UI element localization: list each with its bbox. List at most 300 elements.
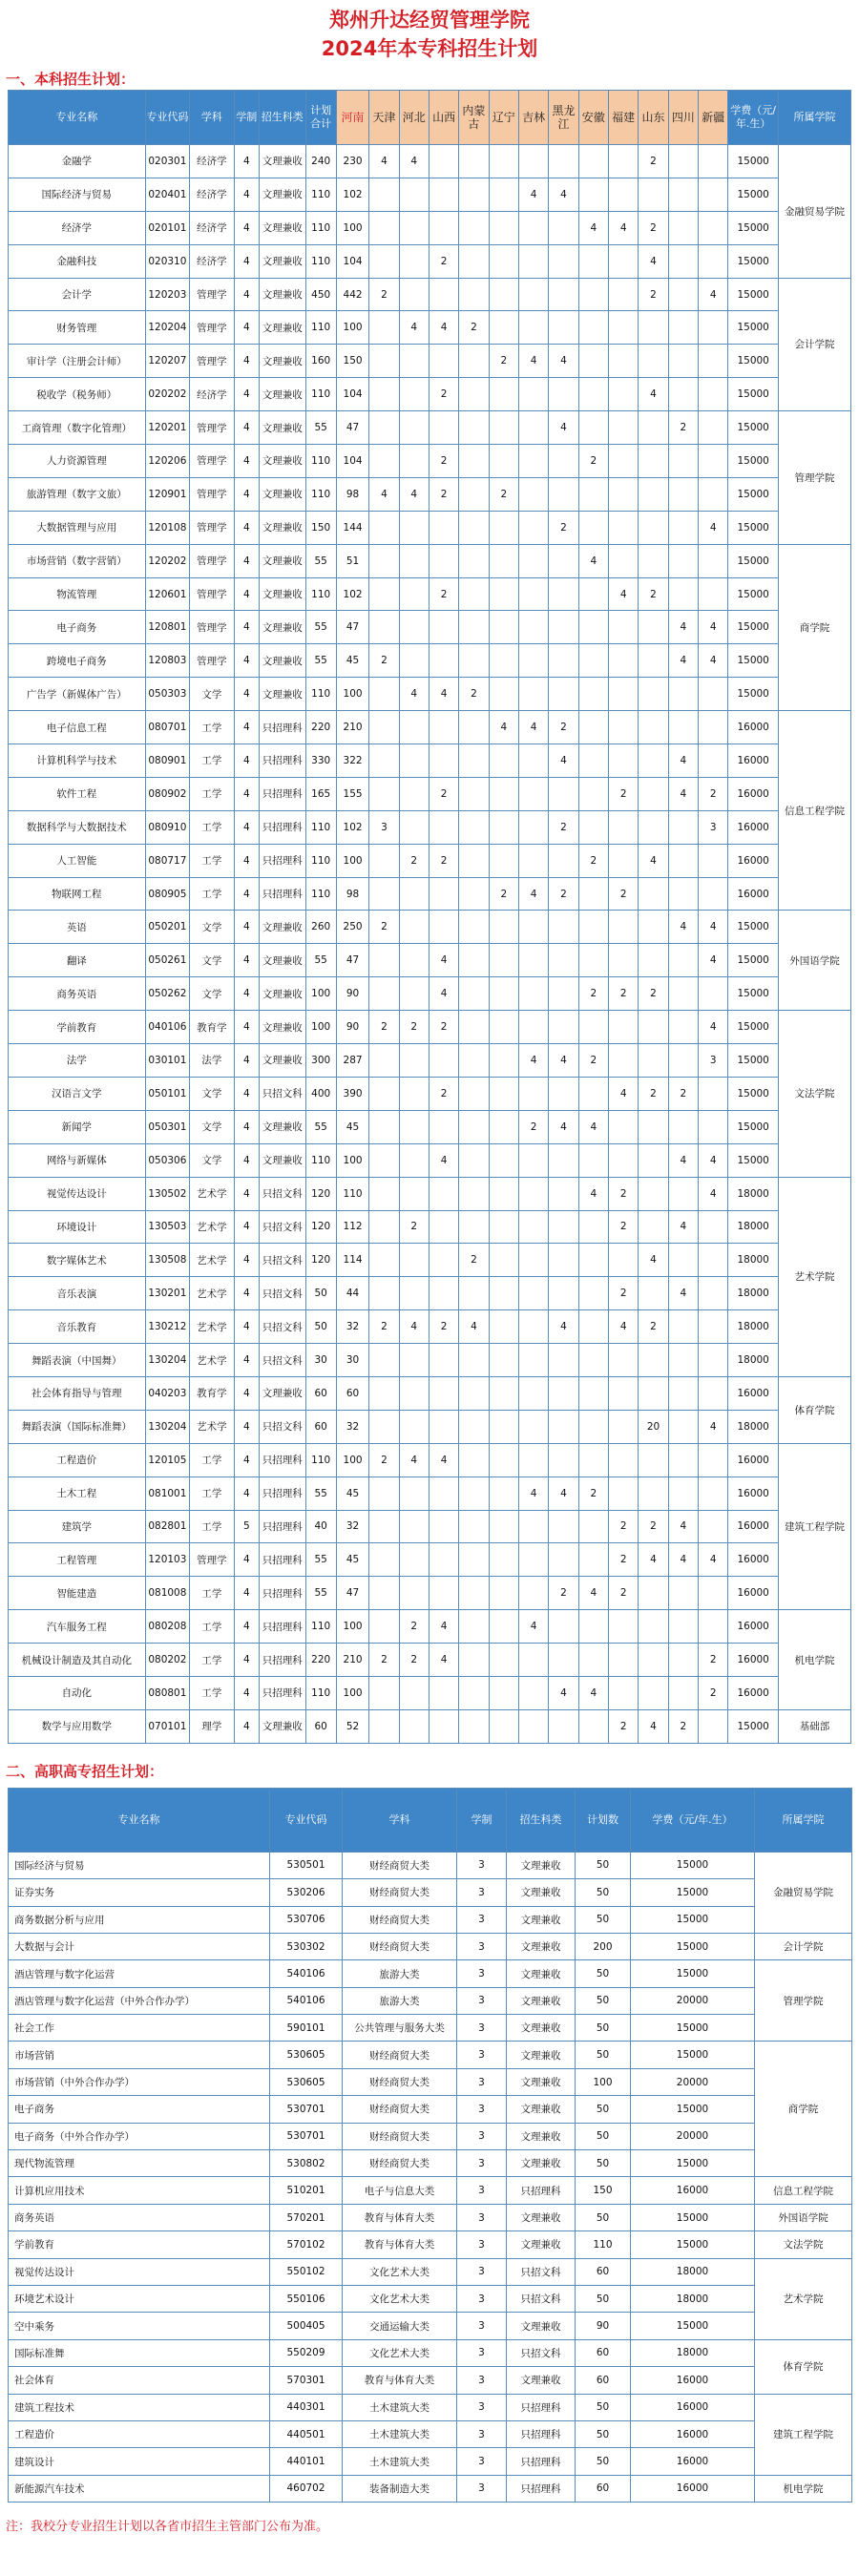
table-row [9, 1344, 851, 1377]
major-name: 物联网工程 [9, 877, 146, 911]
table-cell [518, 1543, 548, 1577]
table-cell: 16000 [631, 2394, 755, 2420]
college-cell: 外国语学院 [755, 2204, 852, 2230]
table-cell: 4 [639, 1709, 668, 1743]
table-cell: 只招理科 [259, 877, 305, 911]
table-cell: 3 [457, 2015, 507, 2042]
table-cell [578, 711, 608, 744]
table-cell [399, 1510, 429, 1543]
table-cell: 管理学 [190, 345, 235, 378]
table-cell [549, 844, 578, 877]
table-cell: 50 [576, 2394, 631, 2420]
major-name: 物流管理 [9, 577, 146, 611]
major-name: 工程造价 [9, 1443, 146, 1476]
table-cell: 3 [457, 2068, 507, 2095]
table-row [9, 1077, 851, 1110]
table-cell [489, 544, 518, 577]
table-cell: 16000 [728, 1610, 779, 1644]
table-cell [489, 378, 518, 411]
table-cell: 经济学 [190, 178, 235, 211]
table-cell: 110 [305, 477, 336, 511]
table-cell: 30 [305, 1344, 336, 1377]
table-cell: 570201 [270, 2204, 343, 2230]
column-header: 招生科类 [259, 91, 305, 145]
table-cell [459, 1143, 489, 1177]
table-cell: 4 [234, 944, 259, 977]
table-cell: 55 [305, 1543, 336, 1577]
table-cell: 18000 [631, 2258, 755, 2285]
table-cell: 2 [429, 1310, 458, 1344]
table-cell: 3 [457, 1960, 507, 1987]
table-cell: 文理兼收 [259, 244, 305, 278]
table-cell: 管理学 [190, 411, 235, 445]
table-cell [399, 911, 429, 944]
table-cell [699, 744, 728, 778]
table-cell [668, 1644, 698, 1677]
table-cell [639, 544, 668, 577]
table-cell [399, 1044, 429, 1078]
table-cell: 4 [578, 1110, 608, 1143]
table-cell: 4 [549, 1110, 578, 1143]
table-cell: 艺术学 [190, 1310, 235, 1344]
column-header: 学科 [343, 1788, 457, 1852]
table-cell [699, 145, 728, 178]
table-cell: 530706 [270, 1906, 343, 1933]
column-header: 吉林 [518, 91, 548, 145]
table-cell: 公共管理与服务大类 [343, 2015, 457, 2042]
table-cell: 2 [549, 810, 578, 844]
table-cell [668, 1177, 698, 1210]
table-cell: 2 [429, 777, 458, 810]
table-cell [518, 145, 548, 178]
table-cell: 45 [336, 1543, 368, 1577]
table-cell: 210 [336, 711, 368, 744]
table-cell: 4 [608, 211, 638, 244]
table-cell: 020101 [145, 211, 190, 244]
table-cell: 旅游大类 [343, 1960, 457, 1987]
table-cell: 4 [234, 1277, 259, 1310]
table-cell: 45 [336, 1110, 368, 1143]
table-cell [399, 1676, 429, 1709]
table-row [9, 1852, 852, 1878]
table-cell [399, 1577, 429, 1610]
table-cell: 4 [699, 1177, 728, 1210]
table-cell: 110 [305, 678, 336, 711]
table-cell [608, 844, 638, 877]
table-cell [489, 1577, 518, 1610]
table-cell: 文理兼收 [259, 477, 305, 511]
table-cell [429, 1177, 458, 1210]
table-cell: 110 [305, 1610, 336, 1644]
table-cell [578, 1244, 608, 1277]
table-cell: 50 [576, 1987, 631, 2014]
table-cell: 4 [578, 1577, 608, 1610]
table-cell [639, 1443, 668, 1476]
table-cell [369, 1577, 399, 1610]
college-cell: 管理学院 [778, 411, 850, 545]
major-name: 工商管理（数字化管理） [9, 411, 146, 445]
table-cell: 2 [429, 577, 458, 611]
college-cell: 艺术学院 [778, 1177, 850, 1376]
table-cell [668, 1310, 698, 1344]
table-cell: 工学 [190, 1644, 235, 1677]
table-cell [429, 1577, 458, 1610]
table-cell: 540106 [270, 1960, 343, 1987]
table-row [9, 810, 851, 844]
table-cell [578, 1210, 608, 1244]
table-cell [459, 1344, 489, 1377]
table-cell: 50 [576, 2015, 631, 2042]
college-cell: 艺术学院 [755, 2258, 852, 2339]
table-cell [668, 678, 698, 711]
table-cell [668, 711, 698, 744]
table-cell: 4 [668, 1210, 698, 1244]
table-cell: 18000 [728, 1277, 779, 1310]
table-cell [608, 1143, 638, 1177]
table-cell: 144 [336, 511, 368, 544]
table-cell [699, 1210, 728, 1244]
table-cell [699, 244, 728, 278]
table-cell [639, 711, 668, 744]
major-name: 现代物流管理 [9, 2150, 270, 2177]
column-header: 专业名称 [9, 91, 146, 145]
column-header: 学费（元/年.生） [728, 91, 779, 145]
table-cell: 4 [234, 1110, 259, 1143]
table-cell [639, 1143, 668, 1177]
table-header-row [9, 1788, 852, 1852]
column-header: 河南 [336, 91, 368, 145]
table-cell [699, 378, 728, 411]
table-cell [489, 145, 518, 178]
table-cell: 230 [336, 145, 368, 178]
table-cell [489, 1110, 518, 1143]
table-cell: 100 [305, 1011, 336, 1044]
table-cell: 经济学 [190, 145, 235, 178]
table-cell: 110 [305, 877, 336, 911]
table-cell [489, 1709, 518, 1743]
table-cell: 60 [336, 1376, 368, 1410]
table-cell [369, 844, 399, 877]
table-cell: 只招文科 [259, 1410, 305, 1443]
major-name: 视觉传达设计 [9, 1177, 146, 1210]
table-cell [369, 345, 399, 378]
table-cell [549, 1011, 578, 1044]
table-cell: 100 [336, 1443, 368, 1476]
table-row [9, 911, 851, 944]
table-cell: 管理学 [190, 577, 235, 611]
table-cell: 财经商贸大类 [343, 1852, 457, 1878]
college-cell: 机电学院 [755, 2475, 852, 2502]
table-cell: 18000 [728, 1310, 779, 1344]
table-cell: 15000 [728, 1077, 779, 1110]
table-cell: 55 [305, 544, 336, 577]
table-cell: 工学 [190, 1510, 235, 1543]
table-cell: 080910 [145, 810, 190, 844]
table-cell: 经济学 [190, 378, 235, 411]
table-cell: 18000 [728, 1210, 779, 1244]
table-cell: 30 [336, 1344, 368, 1377]
table-cell [518, 944, 548, 977]
table-cell: 98 [336, 477, 368, 511]
table-cell [549, 577, 578, 611]
table-cell: 2 [608, 777, 638, 810]
column-header: 黑龙江 [549, 91, 578, 145]
table-cell [549, 611, 578, 644]
major-name: 酒店管理与数字化运营 [9, 1960, 270, 1987]
table-cell: 4 [429, 977, 458, 1011]
table-cell [549, 311, 578, 345]
table-cell [608, 544, 638, 577]
table-cell: 文理兼收 [507, 2367, 576, 2394]
table-cell [699, 1310, 728, 1344]
table-cell: 4 [399, 145, 429, 178]
section-vocational-title: 二、高职高专招生计划： [6, 1762, 164, 1780]
table-row [9, 711, 851, 744]
table-cell [578, 810, 608, 844]
table-cell: 4 [234, 1543, 259, 1577]
table-cell: 4 [234, 445, 259, 478]
table-cell: 只招文科 [259, 1210, 305, 1244]
table-cell: 51 [336, 544, 368, 577]
table-cell: 50 [576, 1852, 631, 1878]
table-cell: 4 [639, 1244, 668, 1277]
table-cell [578, 178, 608, 211]
table-cell [459, 477, 489, 511]
table-cell: 20 [639, 1410, 668, 1443]
table-cell: 艺术学 [190, 1410, 235, 1443]
table-cell: 3 [457, 1933, 507, 1959]
table-cell: 4 [234, 977, 259, 1011]
table-cell: 4 [234, 544, 259, 577]
table-cell [549, 944, 578, 977]
table-row [9, 1110, 851, 1143]
table-row [9, 678, 851, 711]
table-cell [489, 1610, 518, 1644]
table-cell: 文理兼收 [259, 1709, 305, 1743]
table-cell [578, 1143, 608, 1177]
table-cell: 管理学 [190, 611, 235, 644]
table-cell: 只招文科 [259, 1344, 305, 1377]
table-cell [518, 445, 548, 478]
table-row [9, 2177, 852, 2204]
table-cell: 2 [578, 977, 608, 1011]
table-cell [578, 1709, 608, 1743]
table-cell [459, 1543, 489, 1577]
table-cell [399, 511, 429, 544]
table-cell [549, 977, 578, 1011]
table-cell: 50 [305, 1310, 336, 1344]
table-cell [489, 1543, 518, 1577]
major-name: 翻译 [9, 944, 146, 977]
table-cell [549, 1510, 578, 1543]
table-cell: 15000 [631, 1852, 755, 1878]
table-cell: 管理学 [190, 311, 235, 345]
major-name: 数学与应用数学 [9, 1709, 146, 1743]
table-cell: 16000 [728, 711, 779, 744]
table-cell: 130503 [145, 1210, 190, 1244]
table-cell: 130212 [145, 1310, 190, 1344]
table-cell: 15000 [728, 145, 779, 178]
table-cell [549, 1143, 578, 1177]
table-cell: 082801 [145, 1510, 190, 1543]
table-row [9, 2204, 852, 2230]
table-cell: 60 [305, 1376, 336, 1410]
table-cell: 工学 [190, 711, 235, 744]
table-cell: 15000 [728, 311, 779, 345]
table-cell: 文理兼收 [507, 2068, 576, 2095]
table-cell [668, 145, 698, 178]
table-cell: 只招理科 [259, 1543, 305, 1577]
table-cell: 2 [699, 1676, 728, 1709]
table-cell [668, 345, 698, 378]
table-cell [518, 844, 548, 877]
table-cell: 15000 [728, 345, 779, 378]
table-cell [518, 477, 548, 511]
table-cell: 2 [518, 1110, 548, 1143]
table-cell [369, 244, 399, 278]
table-row [9, 2231, 852, 2258]
table-cell [668, 1577, 698, 1610]
table-cell [639, 1044, 668, 1078]
table-cell: 财经商贸大类 [343, 2096, 457, 2123]
table-cell [578, 944, 608, 977]
table-cell [668, 844, 698, 877]
table-cell: 2 [639, 577, 668, 611]
table-cell: 15000 [728, 244, 779, 278]
table-cell: 只招理科 [259, 1676, 305, 1709]
table-cell: 440501 [270, 2420, 343, 2447]
college-cell: 文法学院 [755, 2231, 852, 2258]
table-cell: 16000 [728, 810, 779, 844]
table-cell: 2 [399, 1644, 429, 1677]
table-cell: 只招文科 [259, 1077, 305, 1110]
table-cell: 工学 [190, 1676, 235, 1709]
table-row [9, 1044, 851, 1078]
table-cell: 教育与体育大类 [343, 2231, 457, 2258]
major-name: 舞蹈表演（国际标准舞） [9, 1410, 146, 1443]
table-cell: 15000 [631, 1933, 755, 1959]
table-row [9, 2367, 852, 2394]
table-cell: 080901 [145, 744, 190, 778]
table-row [9, 1244, 851, 1277]
table-cell: 16000 [728, 1443, 779, 1476]
table-cell: 16000 [728, 744, 779, 778]
table-row [9, 544, 851, 577]
table-cell: 文化艺术大类 [343, 2339, 457, 2366]
major-name: 旅游管理（数字文旅） [9, 477, 146, 511]
column-header: 河北 [399, 91, 429, 145]
table-cell: 只招理科 [507, 2177, 576, 2204]
table-cell: 教育学 [190, 1011, 235, 1044]
table-cell: 财经商贸大类 [343, 1879, 457, 1906]
table-cell: 540106 [270, 1987, 343, 2014]
table-cell: 120803 [145, 644, 190, 678]
table-cell: 440301 [270, 2394, 343, 2420]
table-cell [608, 345, 638, 378]
table-cell [639, 1210, 668, 1244]
table-cell [578, 1310, 608, 1344]
table-cell: 文理兼收 [259, 445, 305, 478]
major-name: 环境艺术设计 [9, 2286, 270, 2313]
column-header: 所属学院 [778, 91, 850, 145]
table-cell: 只招理科 [259, 1443, 305, 1476]
table-cell: 16000 [728, 777, 779, 810]
major-name: 市场营销（中外合作办学） [9, 2068, 270, 2095]
table-cell: 2 [369, 644, 399, 678]
table-cell: 2 [369, 1644, 399, 1677]
table-cell [549, 1543, 578, 1577]
table-cell: 530802 [270, 2150, 343, 2177]
table-cell: 4 [668, 1143, 698, 1177]
table-cell [549, 1709, 578, 1743]
column-header: 计划数 [576, 1788, 631, 1852]
table-cell: 2 [699, 777, 728, 810]
table-row [9, 977, 851, 1011]
table-cell: 2 [459, 311, 489, 345]
table-cell: 文化艺术大类 [343, 2258, 457, 2285]
table-cell: 文理兼收 [507, 2042, 576, 2068]
table-cell [429, 1044, 458, 1078]
table-cell [699, 1476, 728, 1510]
table-cell: 法学 [190, 1044, 235, 1078]
table-row [9, 244, 851, 278]
table-cell: 文理兼收 [507, 2123, 576, 2149]
table-cell: 文理兼收 [259, 611, 305, 644]
table-cell [578, 678, 608, 711]
table-cell: 15000 [728, 278, 779, 311]
table-row [9, 2096, 852, 2123]
table-cell: 4 [234, 711, 259, 744]
table-cell [699, 1344, 728, 1377]
table-cell [399, 1410, 429, 1443]
table-cell [639, 1476, 668, 1510]
table-cell [639, 1376, 668, 1410]
table-cell: 4 [234, 1011, 259, 1044]
vocational-plan-table [8, 1788, 852, 2503]
table-cell: 510201 [270, 2177, 343, 2204]
table-cell: 15000 [631, 2150, 755, 2177]
table-cell [459, 844, 489, 877]
table-cell [429, 511, 458, 544]
table-cell [608, 411, 638, 445]
table-cell: 2 [639, 977, 668, 1011]
table-cell [489, 411, 518, 445]
table-cell: 500405 [270, 2313, 343, 2339]
table-cell: 4 [608, 1310, 638, 1344]
table-cell: 15000 [728, 511, 779, 544]
table-cell: 15000 [728, 1143, 779, 1177]
table-cell [608, 1244, 638, 1277]
table-cell: 4 [234, 1443, 259, 1476]
table-cell: 4 [429, 1143, 458, 1177]
major-name: 网络与新媒体 [9, 1143, 146, 1177]
table-cell [459, 577, 489, 611]
table-cell: 4 [234, 1644, 259, 1677]
table-cell: 4 [234, 1344, 259, 1377]
table-cell [489, 244, 518, 278]
table-cell: 081001 [145, 1476, 190, 1510]
table-cell: 570301 [270, 2367, 343, 2394]
table-cell [608, 378, 638, 411]
table-cell [369, 1376, 399, 1410]
table-cell: 只招理科 [259, 844, 305, 877]
table-cell [459, 1476, 489, 1510]
table-cell: 文理兼收 [259, 944, 305, 977]
table-cell: 文理兼收 [259, 278, 305, 311]
table-cell [459, 611, 489, 644]
table-cell: 050262 [145, 977, 190, 1011]
table-row [9, 2068, 852, 2095]
